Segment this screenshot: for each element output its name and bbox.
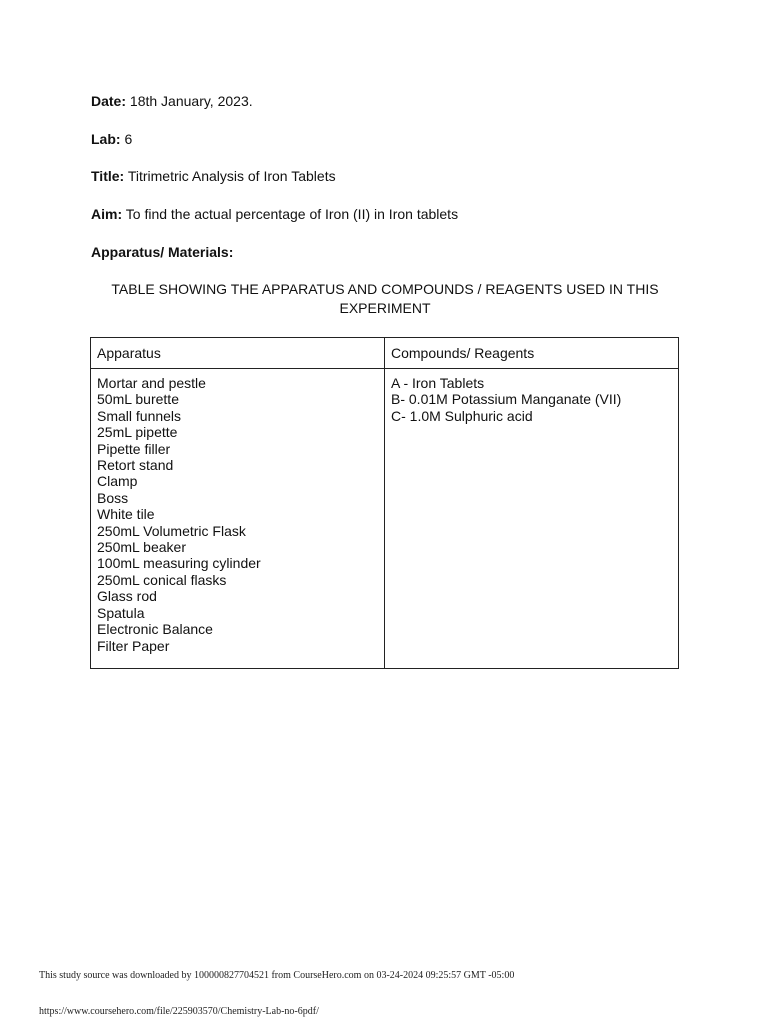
apparatus-cell bbox=[91, 369, 385, 669]
apparatus-item: Retort stand bbox=[97, 457, 174, 474]
apparatus-item: Pipette filler bbox=[97, 440, 171, 457]
apparatus-item: Glass rod bbox=[97, 588, 157, 605]
apparatus-item: Filter Paper bbox=[97, 637, 170, 654]
title-value: Titrimetric Analysis of Iron Tablets bbox=[124, 168, 336, 184]
reagent-item: A - Iron Tablets bbox=[391, 375, 485, 391]
apparatus-item: Boss bbox=[97, 489, 129, 506]
apparatus-item: 250mL conical flasks bbox=[97, 571, 227, 588]
lab-value: 6 bbox=[120, 131, 133, 147]
date-line bbox=[91, 92, 253, 110]
apparatus-item: Electronic Balance bbox=[97, 621, 213, 638]
table-caption bbox=[91, 280, 679, 318]
reagents-cell bbox=[385, 369, 679, 669]
title-label: Title: bbox=[91, 168, 125, 184]
apparatus-item: 250mL Volumetric Flask bbox=[97, 522, 246, 539]
header-reagents: Compounds/ Reagents bbox=[385, 338, 679, 369]
apparatus-item: Spatula bbox=[97, 604, 145, 621]
apparatus-table bbox=[90, 337, 679, 669]
apparatus-item: 100mL measuring cylinder bbox=[97, 555, 261, 572]
apparatus-item: Clamp bbox=[97, 473, 138, 490]
table-row bbox=[91, 369, 679, 669]
apparatus-item: White tile bbox=[97, 506, 155, 523]
date-value: 18th January, 2023. bbox=[126, 93, 253, 109]
aim-value: To find the actual percentage of Iron (II) in Iron tablets bbox=[122, 206, 459, 222]
reagents-list bbox=[391, 375, 672, 424]
header-apparatus: Apparatus bbox=[91, 338, 385, 369]
table-caption-line-2: EXPERIMENT bbox=[339, 300, 431, 316]
apparatus-item: 25mL pipette bbox=[97, 424, 178, 441]
apparatus-heading-line bbox=[91, 243, 233, 261]
apparatus-item: Mortar and pestle bbox=[97, 375, 206, 391]
lab-label: Lab: bbox=[91, 131, 121, 147]
lab-line bbox=[91, 130, 132, 148]
apparatus-item: 250mL beaker bbox=[97, 539, 186, 556]
apparatus-heading: Apparatus/ Materials: bbox=[91, 244, 234, 260]
aim-line bbox=[91, 205, 458, 223]
date-label: Date: bbox=[91, 93, 127, 109]
reagent-item: B- 0.01M Potassium Manganate (VII) bbox=[391, 391, 622, 408]
aim-label: Aim: bbox=[91, 206, 123, 222]
title-line bbox=[91, 167, 336, 185]
table-header-row bbox=[91, 338, 679, 369]
reagent-item: C- 1.0M Sulphuric acid bbox=[391, 407, 533, 424]
apparatus-item: 50mL burette bbox=[97, 391, 179, 408]
footer-url[interactable]: https://www.coursehero.com/file/225903570/Chemistry-Lab-no-6pdf/ bbox=[39, 1006, 319, 1017]
apparatus-list bbox=[97, 375, 378, 654]
apparatus-item: Small funnels bbox=[97, 407, 182, 424]
table-caption-line-1: TABLE SHOWING THE APPARATUS AND COMPOUNDS / REAGENTS USED IN THIS bbox=[111, 281, 659, 297]
footer-source-line: This study source was downloaded by 100000827704521 from CourseHero.com on 03-24-2024 09:25:57 GMT -05:00 bbox=[39, 970, 515, 981]
